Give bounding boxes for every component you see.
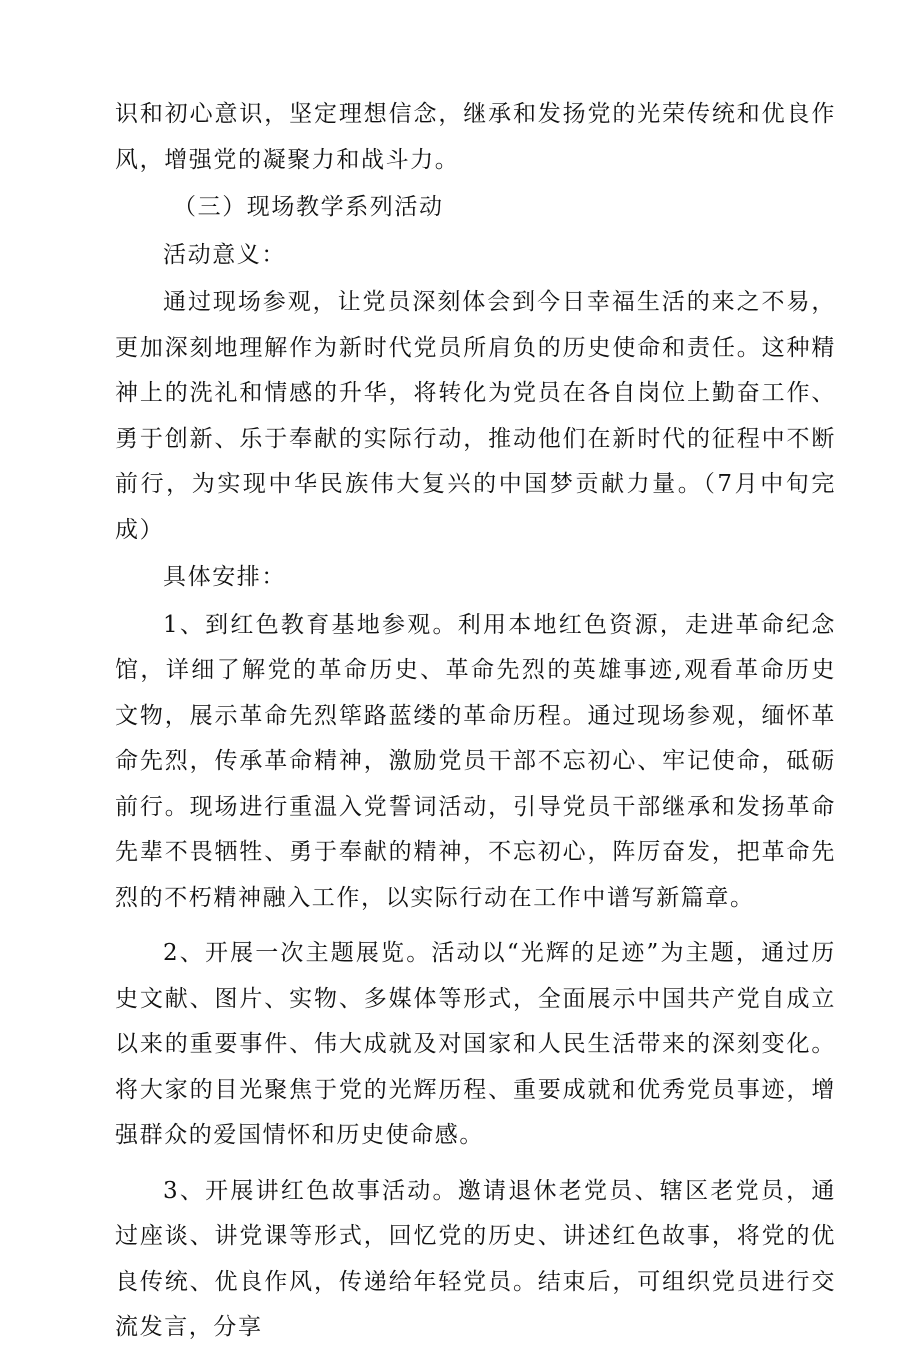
arrangement-item-2: 2、开展一次主题展览。活动以“光辉的足迹”为主题，通过历史文献、图片、实物、多媒体等形式，全面展示中国共产党自成立以来的重要事件、伟大成就及对国家和人民生活带来的深刻变化。将大家的目光聚焦于党的光辉历程、重要成就和优秀党员事迹，增强群众的爱国情怀和历史使命感。 [115, 940, 836, 1148]
arrangement-item-1: 1、到红色教育基地参观。利用本地红色资源，走进革命纪念馆，详细了解党的革命历史、革命先烈的英雄事迹,观看革命历史文物，展示革命先烈筚路蓝缕的革命历程。通过现场参观，缅怀革命先烈，传承革命精神，激励党员干部不忘初心、牢记使命，砥砺前行。现场进行重温入党誓词活动，引导党员干部继承和发扬革命先辈不畏牺牲、勇于奉献的精神，不忘初心，阵厉奋发，把革命先烈的不朽精神融入工作，以实际行动在工作中谱写新篇章。 [115, 611, 836, 911]
activity-meaning-label: 活动意义： [163, 241, 286, 268]
paragraph-continuation: 识和初心意识，坚定理想信念，继承和发扬党的光荣传统和优良作风，增强党的凝聚力和战斗力。 [115, 101, 836, 173]
arrangement-label: 具体安排： [163, 564, 286, 590]
arrangement-item-3: 3、开展讲红色故事活动。邀请退休老党员、辖区老党员，通过座谈、讲党课等形式，回忆党的历史、讲述红色故事，将党的优良传统、优良作风，传递给年轻党员。结束后，可组织党员进行交流发言，分享 [115, 1177, 836, 1340]
section-heading: （三）现场教学系列活动 [173, 194, 444, 220]
activity-meaning-paragraph: 通过现场参观，让党员深刻体会到今日幸福生活的来之不易，更加深刻地理解作为新时代党员所肩负的历史使命和责任。这种精神上的洗礼和情感的升华，将转化为党员在各自岗位上勤奋工作、勇于创新、乐于奉献的实际行动，推动他们在新时代的征程中不断前行，为实现中华民族伟大复兴的中国梦贡献力量。（7月中旬完成） [115, 289, 836, 543]
